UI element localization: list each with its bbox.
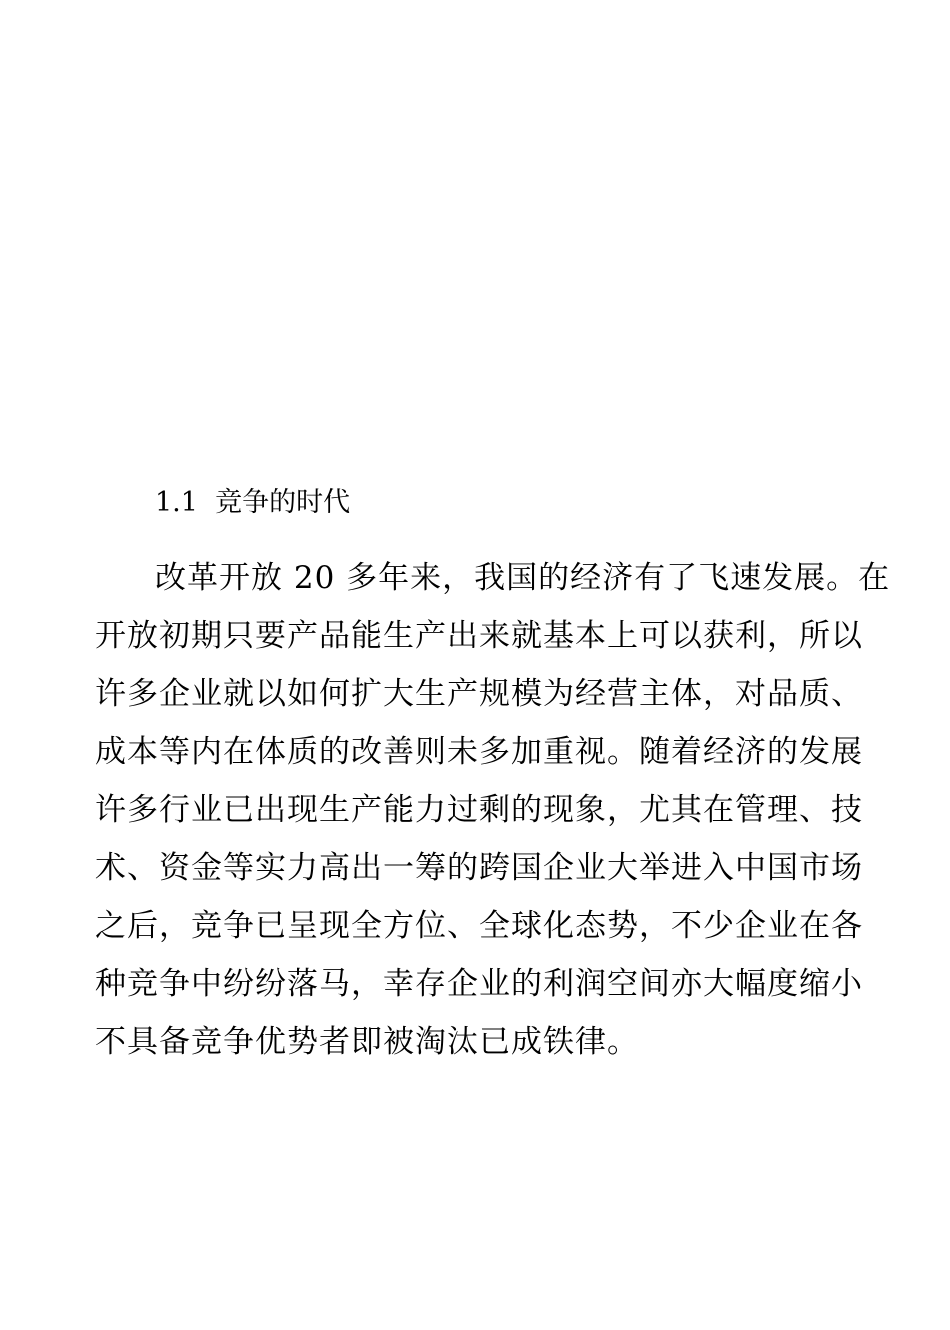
section-title: 竞争的时代 [215, 487, 351, 518]
paragraph-line: 许多行业已出现生产能力过剩的现象，尤其在管理、技 [95, 792, 863, 828]
paragraph-line: 之后，竞争已呈现全方位、全球化态势，不少企业在各 [95, 908, 863, 944]
document-body [95, 478, 891, 1071]
paragraph-line: 许多企业就以如何扩大生产规模为经营主体，对品质、 [95, 676, 863, 712]
paragraph-line: 改革开放 20 多年来，我国的经济有了飞速发展。在 [155, 560, 891, 596]
body-paragraph [95, 549, 891, 1071]
paragraph-line: 成本等内在体质的改善则未多加重视。随着经济的发展 [95, 734, 863, 770]
paragraph-line: 开放初期只要产品能生产出来就基本上可以获利，所以 [95, 618, 863, 654]
section-number: 1.1 [155, 487, 198, 518]
section-heading [95, 478, 860, 528]
paragraph-line: 术、资金等实力高出一筹的跨国企业大举进入中国市场 [95, 850, 863, 886]
paragraph-line: 不具备竞争优势者即被淘汰已成铁律。 [95, 1024, 639, 1060]
paragraph-line: 种竞争中纷纷落马，幸存企业的利润空间亦大幅度缩小 [95, 966, 863, 1002]
